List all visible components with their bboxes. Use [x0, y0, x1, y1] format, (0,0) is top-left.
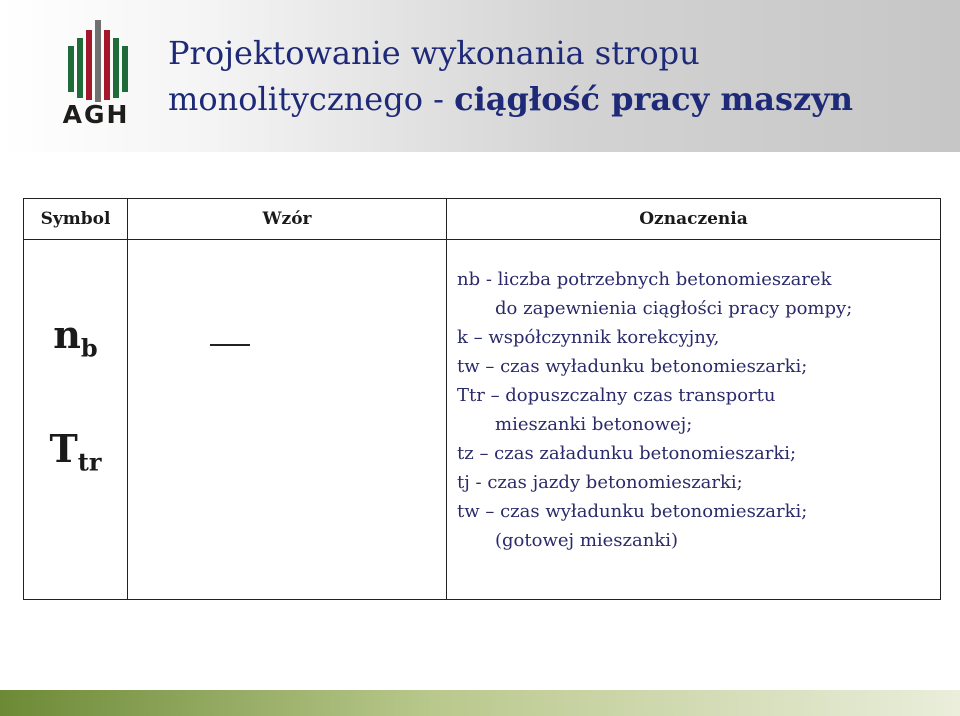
title-line-2 — [168, 76, 853, 122]
symbol-nb — [24, 312, 127, 362]
header-symbol: Symbol — [24, 199, 128, 240]
table-row — [24, 240, 941, 600]
header-banner — [0, 0, 960, 152]
header-formula: Wzór — [128, 199, 447, 240]
desc-line: Ttr – dopuszczalny czas transportu — [457, 385, 776, 406]
fraction-line — [210, 344, 250, 346]
symbol-nb-base: n — [53, 312, 81, 357]
desc-line: (gotowej mieszanki) — [495, 530, 679, 551]
symbols-table — [23, 198, 941, 600]
title-line-2-plain: monolitycznego - — [168, 80, 455, 118]
formula-cell — [128, 240, 447, 600]
table-header-row — [24, 199, 941, 240]
symbol-nb-sub: b — [80, 333, 98, 363]
header-description: Oznaczenia — [447, 199, 941, 240]
desc-line: tw – czas wyładunku betonomieszarki; — [457, 356, 808, 377]
desc-line: do zapewnienia ciągłości pracy pompy; — [495, 298, 853, 319]
desc-line: k – współczynnik korekcyjny, — [457, 327, 720, 348]
symbol-ttr-sub: tr — [77, 447, 102, 477]
desc-line: mieszanki betonowej; — [495, 414, 693, 435]
desc-line: nb - liczba potrzebnych betonomieszarek — [457, 269, 832, 290]
description-list — [447, 240, 940, 555]
logo-text: AGH — [62, 100, 130, 129]
symbol-ttr-base: T — [49, 426, 78, 471]
footer-bar — [0, 690, 960, 716]
desc-line: tz – czas załadunku betonomieszarki; — [457, 443, 797, 464]
page-title — [168, 30, 853, 122]
symbol-cell — [24, 240, 128, 600]
title-line-1: Projektowanie wykonania stropu — [168, 34, 700, 72]
title-line-2-bold: ciągłość pracy maszyn — [454, 80, 853, 118]
description-cell — [447, 240, 941, 600]
symbol-ttr — [24, 426, 127, 476]
desc-line: tw – czas wyładunku betonomieszarki; — [457, 501, 808, 522]
desc-line: tj - czas jazdy betonomieszarki; — [457, 472, 743, 493]
